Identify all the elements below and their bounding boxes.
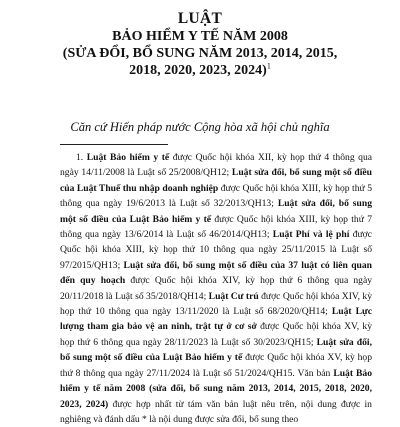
document-title: LUẬT [177,10,223,27]
footnote-segment: được Quốc hội khóa XV, kỳ họp thứ 6 thông qua ngày 28/11/2023 là Luật số 30/2023/QH15; [60,321,372,348]
footnote-segment: được Quốc hội khóa XII, kỳ họp thứ 4 thông qua ngày 14/11/2008 là Luật số 25/2008/QH12; [60,152,373,179]
footnote-law-name: Luật Lực lượng tham gia bảo vệ an ninh, trật tự ở cơ sở [60,306,372,333]
footnote-law-name: Luật Phí và lệ phí [272,229,350,241]
footnote-segment: được Quốc hội khóa XIII, kỳ họp thứ 10 thông qua ngày 25/11/2015 là Luật số 97/2015/QH13; [60,229,372,271]
footnote-text [60,150,372,427]
footnote-law-name: Luật Bảo hiểm y tế [86,152,170,163]
footnote-segment: được Quốc hội khóa XIV, kỳ họp thứ 6 thông qua ngày 20/11/2018 là Luật số 35/2018/QH14; [60,275,372,302]
footnote-law-name: Luật sửa đổi, bổ sung một số điều của Luật Bảo hiểm y tế [60,336,372,364]
footnote-consolidated-title: Luật Bảo hiểm y tế năm 2008 (sửa đổi, bổ sung năm 2013, 2014, 2015, 2018, 2020, 2023, 2024) [60,367,372,410]
footnote-law-name: Luật Cư trú [208,290,259,302]
footnote-segment: được Quốc hội khóa XIV, kỳ họp thứ 10 thông qua ngày 13/11/2020 là Luật số 68/2020/QH14; [60,290,372,318]
document-title-block [0,10,400,79]
footnote-segment: được Quốc hội khóa XIII, kỳ họp thứ 5 thông qua ngày 19/6/2013 là Luật số 32/2013/QH13; [60,182,372,210]
document-title-line-3 [0,62,400,79]
footnote-segment: 1. [76,152,87,163]
preamble-text: Căn cứ Hiến pháp nước Cộng hòa xã hội chủ nghĩa [70,120,330,134]
footnote-segment: được Quốc hội khóa XIII, kỳ họp thứ 7 thông qua ngày 13/6/2014 là Luật số 46/2014/QH13; [60,213,372,241]
footnote-reference-marker[interactable]: 1 [266,61,271,71]
footnote-segment: được Quốc hội khóa XV, kỳ họp thứ 8 thông qua ngày 27/11/2024 là Luật số 51/2024/QH15. Văn bản [60,352,372,379]
document-title-line-2: (SỬA ĐỔI, BỔ SUNG NĂM 2013, 2014, 2015, [62,46,338,61]
document-title-line-3-text: 2018, 2020, 2023, 2024) [129,63,267,78]
footnote-law-name: Luật sửa đổi, bổ sung một số điều của Luật Thuế thu nhập doanh nghiệp [60,167,372,194]
footnote-law-name: Luật sửa đổi, bổ sung một số điều của Luật Bảo hiểm y tế [60,198,372,225]
footnote-law-name: Luật sửa đổi, bổ sung một số điều của 37 luật có liên quan đến quy hoạch [60,259,372,287]
document-title-line-1: BẢO HIỂM Y TẾ NĂM 2008 [112,29,288,44]
footnote-segment: được hợp nhất từ tám văn bản luật nêu trên, nội dung được in nghiêng và đánh dấu * là nội dung được sửa đổi, bổ sung theo [60,398,372,425]
footnote-separator [60,144,168,145]
